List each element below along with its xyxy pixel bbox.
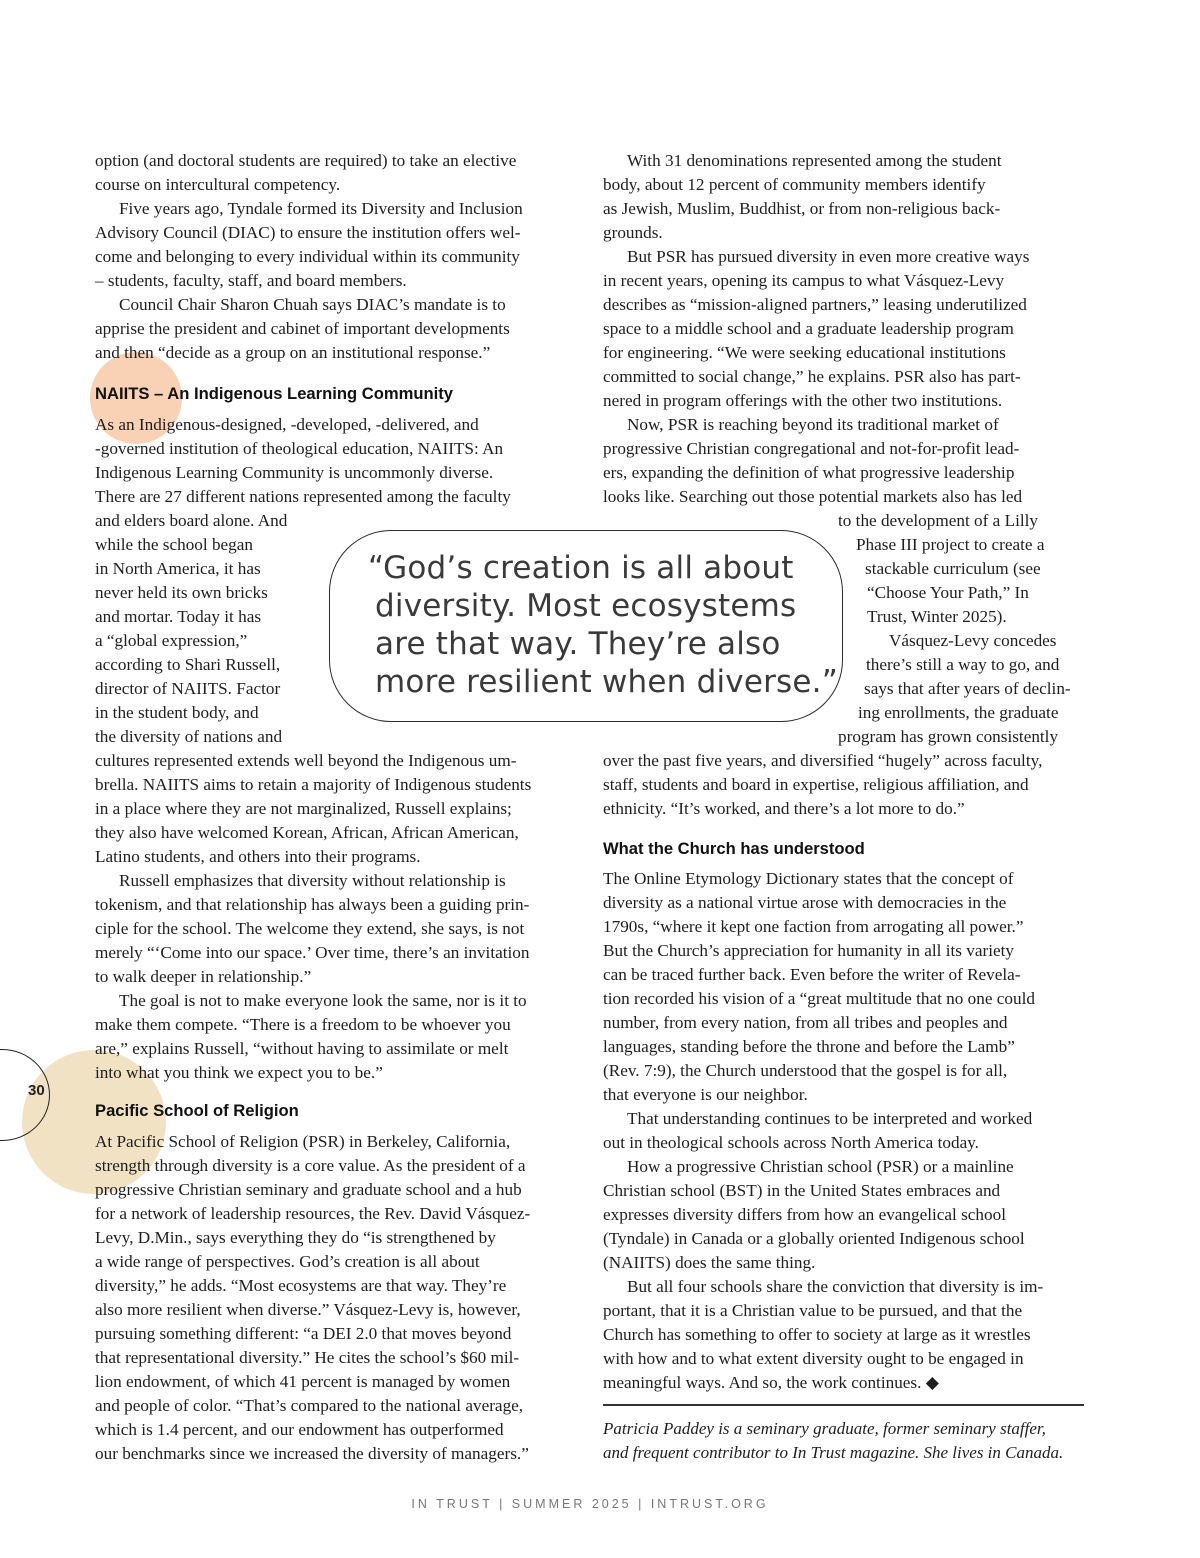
text-line: progressive Christian congregational and not-for-profit lead- xyxy=(603,439,1020,458)
text-line: strength through diversity is a core value. As the president of a xyxy=(95,1156,526,1175)
pull-quote-line: “God’s creation is all about xyxy=(368,550,794,586)
text-line: body, about 12 percent of community members identify xyxy=(603,175,986,194)
text-line: But the Church’s appreciation for humanity in all its variety xyxy=(603,941,1014,960)
text-line: in a place where they are not marginalized, Russell explains; xyxy=(95,799,512,818)
text-line: and people of color. “That’s compared to the national average, xyxy=(95,1396,524,1415)
text-line: Church has something to offer to society at large as it wrestles xyxy=(603,1325,1031,1344)
text-line: Trust, Winter 2025). xyxy=(867,607,1007,626)
text-line: Five years ago, Tyndale formed its Diversity and Inclusion xyxy=(119,199,523,218)
text-line: stackable curriculum (see xyxy=(865,559,1041,578)
text-line: describes as “mission-aligned partners,” leasing underutilized xyxy=(603,295,1027,314)
text-line: The Online Etymology Dictionary states that the concept of xyxy=(603,869,1014,888)
text-line: There are 27 different nations represented among the faculty xyxy=(95,487,511,506)
text-line: Advisory Council (DIAC) to ensure the institution offers wel- xyxy=(95,223,521,242)
text-line: over the past five years, and diversified “hugely” across faculty, xyxy=(603,751,1043,770)
text-line: ing enrollments, the graduate xyxy=(858,703,1059,722)
text-line: Council Chair Sharon Chuah says DIAC’s mandate is to xyxy=(119,295,506,314)
text-line: looks like. Searching out those potential markets also has led xyxy=(603,487,1023,506)
text-line: Vásquez-Levy concedes xyxy=(889,631,1057,650)
text-line: cultures represented extends well beyond the Indigenous um- xyxy=(95,751,517,770)
text-line: while the school began xyxy=(95,535,253,554)
text-line: out in theological schools across North America today. xyxy=(603,1133,979,1152)
text-line: languages, standing before the throne and before the Lamb” xyxy=(603,1037,1015,1056)
author-bio-line: and frequent contributor to In Trust magazine. She lives in Canada. xyxy=(603,1443,1064,1462)
text-line: in recent years, opening its campus to what Vásquez-Levy xyxy=(603,271,1005,290)
text-line: nered in program offerings with the other two institutions. xyxy=(603,391,1003,410)
text-line: progressive Christian seminary and graduate school and a hub xyxy=(95,1180,522,1199)
text-line: the diversity of nations and xyxy=(95,727,283,746)
text-line: committed to social change,” he explains. PSR also has part- xyxy=(603,367,1021,386)
text-line: tokenism, and that relationship has always been a guiding prin- xyxy=(95,895,530,914)
text-line: a “global expression,” xyxy=(95,631,248,650)
text-line: But all four schools share the conviction that diversity is im- xyxy=(627,1277,1044,1296)
text-line: ethnicity. “It’s worked, and there’s a lot more to do.” xyxy=(603,799,965,818)
text-line: -governed institution of theological education, NAIITS: An xyxy=(95,439,504,458)
author-bio-divider xyxy=(603,1404,1084,1406)
text-line: for a network of leadership resources, the Rev. David Vásquez- xyxy=(95,1204,531,1223)
text-line: ciple for the school. The welcome they extend, she says, is not xyxy=(95,919,525,938)
text-line: That understanding continues to be interpreted and worked xyxy=(627,1109,1033,1128)
text-line: (Tyndale) in Canada or a globally oriented Indigenous school xyxy=(603,1229,1025,1248)
text-line: says that after years of declin- xyxy=(864,679,1071,698)
text-line: With 31 denominations represented among the student xyxy=(627,151,1002,170)
text-line: in North America, it has xyxy=(95,559,261,578)
text-line: that representational diversity.” He cites the school’s $60 mil- xyxy=(95,1348,520,1367)
text-line: “Choose Your Path,” In xyxy=(867,583,1029,602)
text-line: for engineering. “We were seeking educational institutions xyxy=(603,343,1006,362)
pull-quote-line: diversity. Most ecosystems xyxy=(375,588,797,624)
text-line: which is 1.4 percent, and our endowment has outperformed xyxy=(95,1420,504,1439)
text-line: grounds. xyxy=(603,223,663,242)
text-line: Russell emphasizes that diversity without relationship is xyxy=(119,871,506,890)
text-line: to the development of a Lilly xyxy=(838,511,1038,530)
text-line: ers, expanding the definition of what progressive leadership xyxy=(603,463,1015,482)
section-heading-church: What the Church has understood xyxy=(603,839,865,858)
text-line: they also have welcomed Korean, African, African American, xyxy=(95,823,519,842)
text-line: to walk deeper in relationship.” xyxy=(95,967,312,986)
text-line: diversity,” he adds. “Most ecosystems are that way. They’re xyxy=(95,1276,507,1295)
text-line: Now, PSR is reaching beyond its traditional market of xyxy=(627,415,999,434)
text-line: that everyone is our neighbor. xyxy=(603,1085,808,1104)
text-line: course on intercultural competency. xyxy=(95,175,341,194)
text-line: Levy, D.Min., says everything they do “is strengthened by xyxy=(95,1228,496,1247)
text-line: meaningful ways. And so, the work continues. ◆ xyxy=(603,1373,939,1392)
text-line: diversity as a national virtue arose with democracies in the xyxy=(603,893,1007,912)
text-line: according to Shari Russell, xyxy=(95,655,281,674)
section-heading-naiits: NAIITS – An Indigenous Learning Community xyxy=(95,384,454,403)
text-line: make them compete. “There is a freedom to be whoever you xyxy=(95,1015,511,1034)
text-line: (Rev. 7:9), the Church understood that the gospel is for all, xyxy=(603,1061,1008,1080)
text-line: also more resilient when diverse.” Vásquez-Levy is, however, xyxy=(95,1300,521,1319)
text-line: Christian school (BST) in the United States embraces and xyxy=(603,1181,1001,1200)
text-line: tion recorded his vision of a “great multitude that no one could xyxy=(603,989,1035,1008)
text-line: with how and to what extent diversity ought to be engaged in xyxy=(603,1349,1024,1368)
text-line: staff, students and board in expertise, religious affiliation, and xyxy=(603,775,1029,794)
text-line: are,” explains Russell, “without having to assimilate or melt xyxy=(95,1039,509,1058)
text-line: expresses diversity differs from how an evangelical school xyxy=(603,1205,1006,1224)
text-line: program has grown consistently xyxy=(838,727,1059,746)
text-line: Latino students, and others into their programs. xyxy=(95,847,421,866)
text-line: never held its own bricks xyxy=(95,583,268,602)
pull-quote-line: are that way. They’re also xyxy=(375,626,781,662)
page-footer: IN TRUST | SUMMER 2025 | INTRUST.ORG xyxy=(411,1497,769,1511)
text-line: space to a middle school and a graduate leadership program xyxy=(603,319,1014,338)
text-line: into what you think we expect you to be.” xyxy=(95,1063,383,1082)
text-line: How a progressive Christian school (PSR) or a mainline xyxy=(627,1157,1014,1176)
text-line: merely “‘Come into our space.’ Over time, there’s an invitation xyxy=(95,943,530,962)
text-line: director of NAIITS. Factor xyxy=(95,679,281,698)
text-line: Phase III project to create a xyxy=(856,535,1045,554)
text-line: and then “decide as a group on an institutional response.” xyxy=(95,343,491,362)
text-line: number, from every nation, from all tribes and peoples and xyxy=(603,1013,1008,1032)
section-heading-psr: Pacific School of Religion xyxy=(95,1101,299,1120)
text-line: At Pacific School of Religion (PSR) in Berkeley, California, xyxy=(95,1132,511,1151)
page-number: 30 xyxy=(28,1082,45,1099)
text-line: and mortar. Today it has xyxy=(95,607,262,626)
text-line: come and belonging to every individual within its community xyxy=(95,247,520,266)
text-line: can be traced further back. Even before the writer of Revela- xyxy=(603,965,1021,984)
text-line: pursuing something different: “a DEI 2.0 that moves beyond xyxy=(95,1324,512,1343)
text-line: option (and doctoral students are required) to take an elective xyxy=(95,151,517,170)
text-line: our benchmarks since we increased the diversity of managers.” xyxy=(95,1444,529,1463)
text-line: The goal is not to make everyone look the same, nor is it to xyxy=(119,991,527,1010)
pull-quote-line: more resilient when diverse.” xyxy=(375,664,838,700)
text-line: a wide range of perspectives. God’s creation is all about xyxy=(95,1252,480,1271)
text-line: (NAIITS) does the same thing. xyxy=(603,1253,816,1272)
author-bio-line: Patricia Paddey is a seminary graduate, former seminary staffer, xyxy=(603,1419,1046,1438)
text-line: portant, that it is a Christian value to be pursued, and that the xyxy=(603,1301,1023,1320)
text-line: lion endowment, of which 41 percent is managed by women xyxy=(95,1372,511,1391)
text-line: and elders board alone. And xyxy=(95,511,288,530)
text-line: 1790s, “where it kept one faction from arrogating all power.” xyxy=(603,917,1024,936)
text-line: as Jewish, Muslim, Buddhist, or from non-religious back- xyxy=(603,199,1001,218)
text-line: brella. NAIITS aims to retain a majority of Indigenous students xyxy=(95,775,532,794)
text-line: But PSR has pursued diversity in even more creative ways xyxy=(627,247,1030,266)
text-line: – students, faculty, staff, and board members. xyxy=(95,271,407,290)
text-line: As an Indigenous-designed, -developed, -delivered, and xyxy=(95,415,479,434)
text-line: apprise the president and cabinet of important developments xyxy=(95,319,510,338)
text-line: there’s still a way to go, and xyxy=(866,655,1060,674)
text-line: Indigenous Learning Community is uncommonly diverse. xyxy=(95,463,494,482)
text-line: in the student body, and xyxy=(95,703,259,722)
